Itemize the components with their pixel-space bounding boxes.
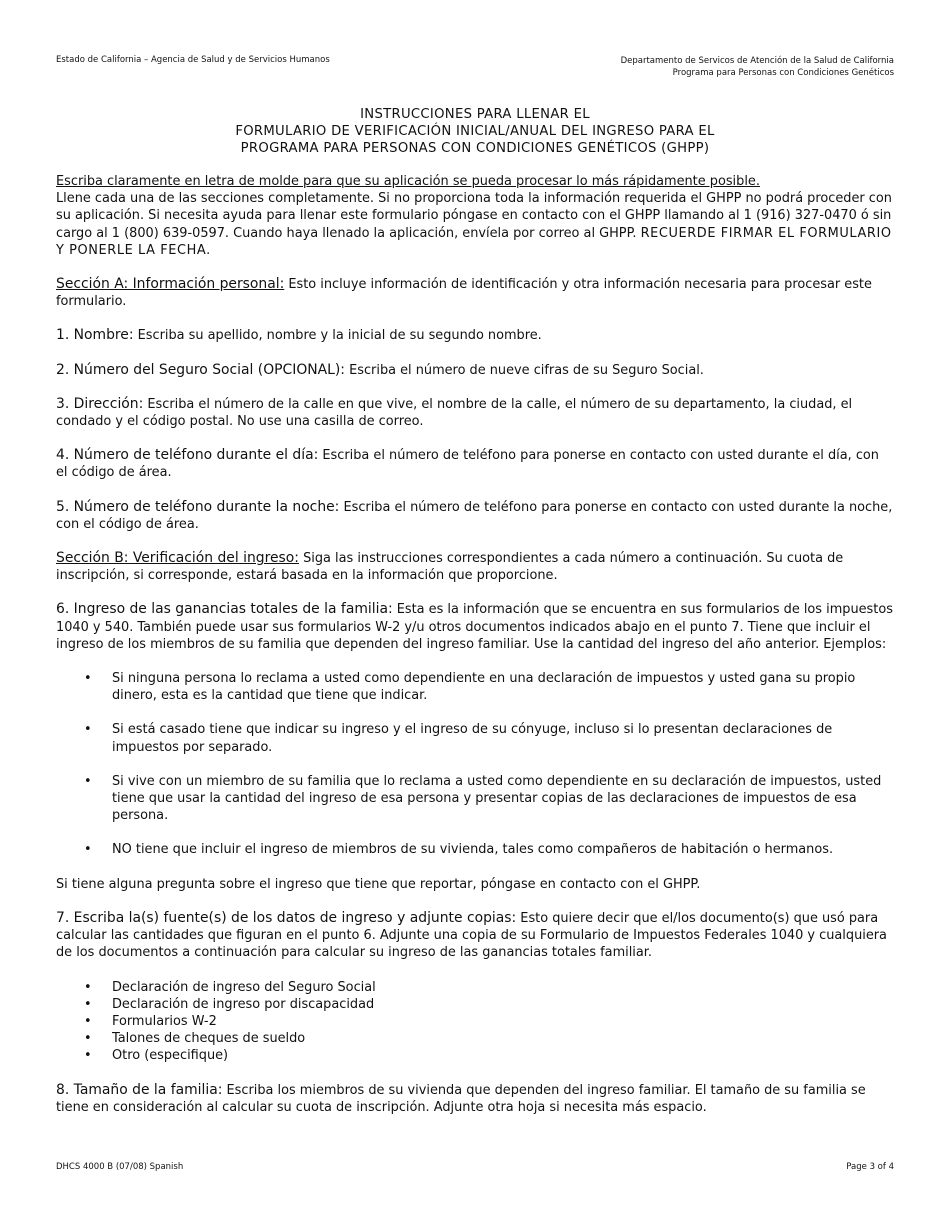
item-7-label: 7. Escriba la(s) fuente(s) de los datos de ingreso y adjunte copias: (56, 909, 517, 926)
header-program-name: Programa para Personas con Condiciones Genéticos (672, 68, 894, 78)
item-7 (56, 910, 894, 962)
bullet-icon: • (84, 996, 92, 1012)
item-2-text: Escriba el número de nueve cifras de su Seguro Social. (349, 362, 704, 378)
header-department-name: Departamento de Servicos de Atención de la Salud de California (620, 56, 894, 66)
bullet-icon: • (84, 1013, 92, 1029)
item-5 (56, 499, 894, 533)
section-b-text: Siga las instrucciones correspondientes a cada número a continuación. Su cuota de inscripción, si corresponde, estará basada en la información que proporcione. (56, 551, 844, 584)
header-agency: Estado de California – Agencia de Salud y de Servicios Humanos (56, 55, 330, 65)
item-3 (56, 396, 894, 430)
item-2 (56, 362, 894, 379)
section-a-text: Esto incluye información de identificación y otra información necesaria para procesar este formulario. (56, 277, 872, 310)
item-5-text: Escriba el número de teléfono para ponerse en contacto con usted durante la noche, con el código de área. (56, 499, 893, 532)
item-3-text: Escriba el número de la calle en que vive, el nombre de la calle, el número de su departamento, la ciudad, el condado y el código postal. No use una casilla de correo. (56, 396, 853, 430)
item-3-label: 3. Dirección: (56, 395, 144, 412)
title-line-3: PROGRAMA PARA PERSONAS CON CONDICIONES GENÉTICOS (GHPP) (240, 141, 710, 156)
list-item: • Si ninguna persona lo reclama a usted como dependiente en una declaración de impuestos y usted gana su propio dinero, esta es la cantidad que tiene que indicar. (84, 671, 856, 704)
document-title (0, 106, 950, 157)
section-a-paragraph (56, 276, 894, 310)
list-item: • Formularios W-2 (84, 1013, 217, 1029)
item-1-label: 1. Nombre: (56, 327, 134, 344)
item-8 (56, 1082, 894, 1116)
bullet-icon: • (84, 1031, 92, 1047)
bullet-icon: • (84, 842, 92, 858)
list-item: • Declaración de ingreso del Seguro Social (84, 979, 376, 995)
item-4 (56, 447, 894, 481)
item-8-text: Escriba los miembros de su vivienda que dependen del ingreso familiar. El tamaño de su familia se tiene en consideración al calcular su cuota de inscripción. Adjunte otra hoja si necesita más espacio. (56, 1082, 866, 1115)
income-examples-list (56, 670, 894, 859)
intro-paragraph (56, 173, 894, 259)
list-item: • Si está casado tiene que indicar su ingreso y el ingreso de su cónyuge, incluso si lo presentan declaraciones de impuestos por separado. (84, 722, 833, 755)
item-6 (56, 601, 894, 653)
item-4-label: 4. Número de teléfono durante el día: (56, 447, 319, 464)
list-item: • Talones de cheques de sueldo (84, 1031, 306, 1047)
section-b-paragraph (56, 550, 894, 584)
intro-print-clearly: Escriba claramente en letra de molde para que su aplicación se pueda procesar lo más rápidamente posible. (56, 174, 760, 189)
item-5-label: 5. Número de teléfono durante la noche: (56, 498, 340, 515)
intro-text: Llene cada una de las secciones completamente. Si no proporciona toda la información requerida el GHPP no podrá proceder con su aplicación. Si necesita ayuda para llenar este formulario póngase en contacto con el GHPP llamando al 1 (916) 327-0470 ó sin cargo al 1 (800) 639-0597. Cuando haya llenado la aplicación, envíela por correo al GHPP. (56, 191, 892, 241)
bullet-icon: • (84, 722, 92, 738)
header-department (621, 55, 894, 79)
section-b-heading: Sección B: Verificación del ingreso: (56, 550, 299, 567)
item-4-text: Escriba el número de teléfono para ponerse en contacto con usted durante el día, con el código de área. (56, 448, 879, 481)
item-6-contact-note: Si tiene alguna pregunta sobre el ingreso que tiene que reportar, póngase en contacto con el GHPP. (56, 876, 701, 892)
item-7-text: Esto quiere decir que el/los documento(s) que usó para calcular las cantidades que figuran en el punto 6. Adjunte una copia de su Formulario de Impuestos Federales 1040 y cualquiera de los documentos a continuación para calcular su ingreso de las ganancias totales familiar. (56, 910, 887, 961)
list-item: • Declaración de ingreso por discapacidad (84, 996, 375, 1012)
section-a-heading: Sección A: Información personal: (56, 276, 285, 293)
item-2-label: 2. Número del Seguro Social (OPCIONAL): (56, 361, 345, 378)
bullet-icon: • (84, 979, 92, 995)
intro-sign-reminder: RECUERDE FIRMAR EL FORMULARIO Y PONERLE LA FECHA. (56, 225, 892, 258)
bullet-icon: • (84, 773, 92, 789)
instructions-body (56, 173, 894, 1116)
title-line-2: FORMULARIO DE VERIFICACIÓN INICIAL/ANUAL DEL INGRESO PARA EL (235, 124, 715, 139)
list-item: • Otro (especifique) (84, 1048, 229, 1064)
bullet-icon: • (84, 671, 92, 687)
bullet-icon: • (84, 1048, 92, 1064)
list-item: • NO tiene que incluir el ingreso de miembros de su vivienda, tales como compañeros de habitación o hermanos. (84, 842, 834, 858)
item-6-label: 6. Ingreso de las ganancias totales de la familia: (56, 601, 393, 618)
list-item: • Si vive con un miembro de su familia que lo reclama a usted como dependiente en su declaración de impuestos, usted tiene que usar la cantidad del ingreso de esa persona y presentar copias de las declaraciones de impuestos de esa persona. (84, 773, 882, 824)
page-number: Page 3 of 4 (846, 1162, 894, 1172)
income-sources-list (56, 979, 894, 1065)
title-line-1: INSTRUCCIONES PARA LLENAR EL (360, 107, 590, 122)
item-1 (56, 327, 894, 344)
item-6-text: Esta es la información que se encuentra en sus formularios de los impuestos 1040 y 540. También puede usar sus formularios W-2 y/u otros documentos indicados abajo en el punto 7. Tiene que incluir el ingreso de los miembros de su familia que dependen del ingreso familiar. Use la cantidad del ingreso del año anterior. Ejemplos: (56, 602, 893, 652)
item-1-text: Escriba su apellido, nombre y la inicial de su segundo nombre. (137, 328, 542, 344)
form-number: DHCS 4000 B (07/08) Spanish (56, 1162, 184, 1172)
item-8-label: 8. Tamaño de la familia: (56, 1081, 223, 1098)
